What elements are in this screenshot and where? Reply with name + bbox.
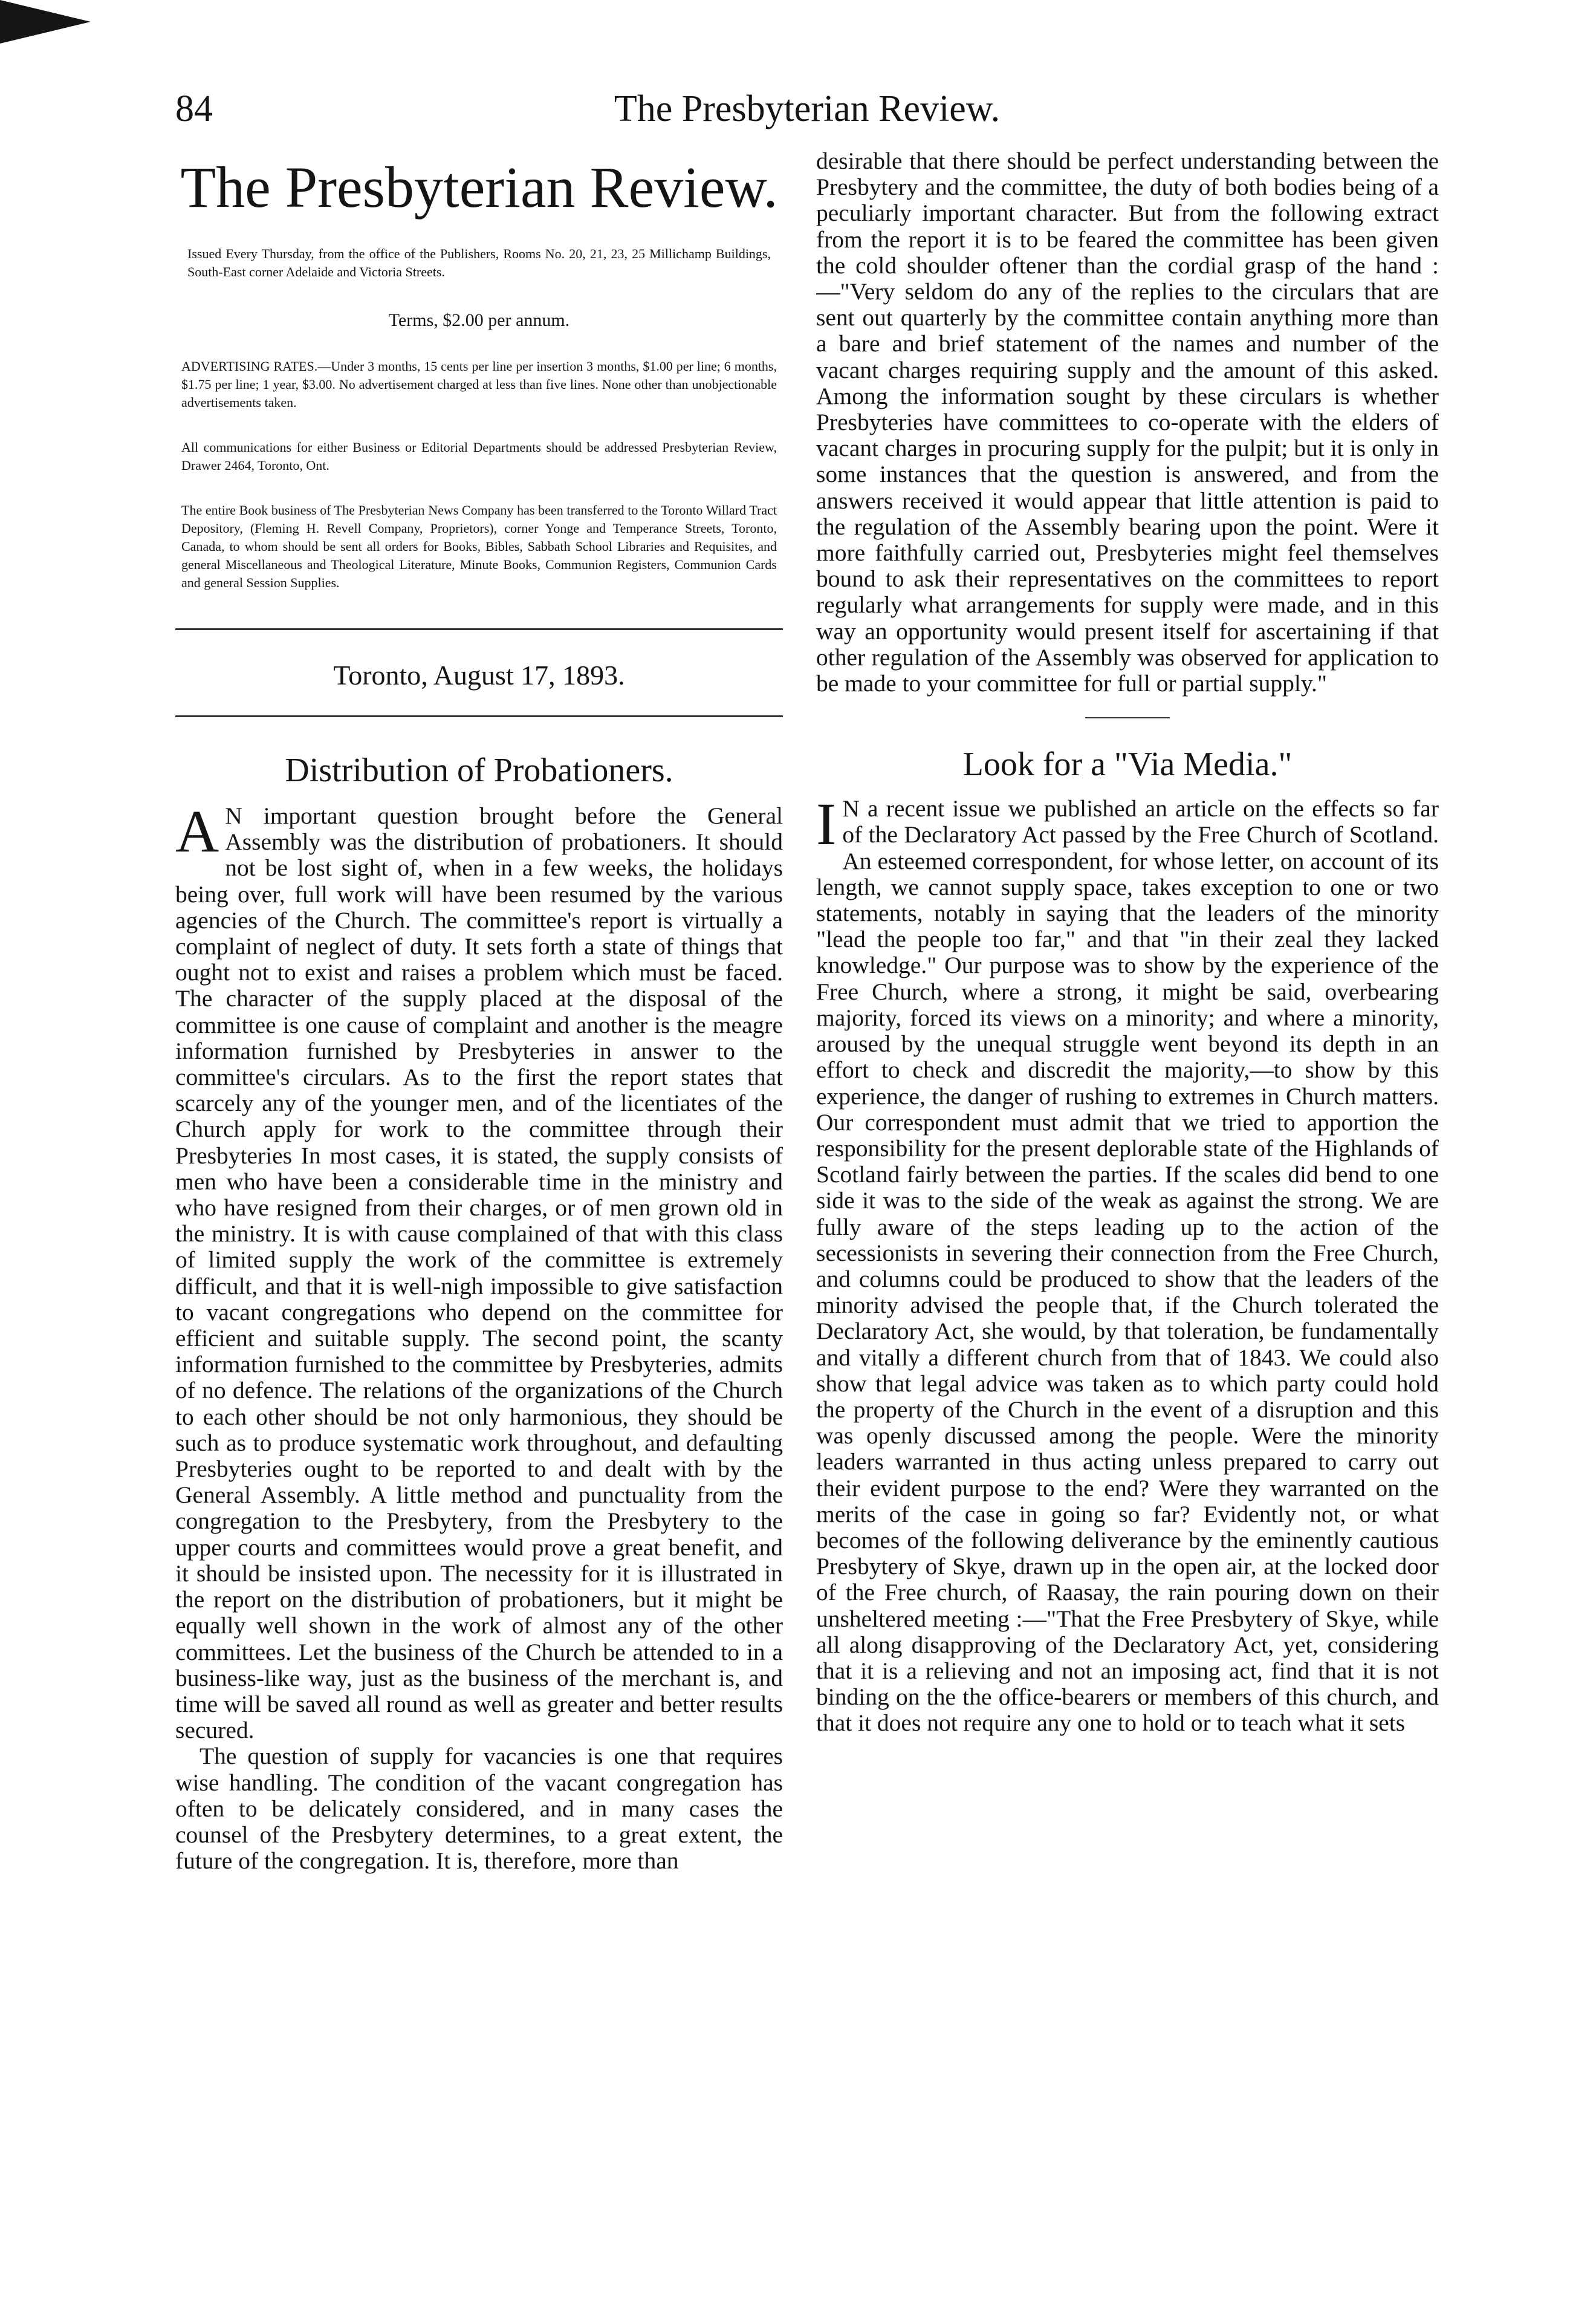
paragraph: The question of supply for vacancies is one that requires wise handling. The condition of the vacant congregation has often to be delicately considered, and in many cases the counsel of the Presbytery determines, to a great extent, the future of the congregation. It is, therefore, more than	[175, 1743, 783, 1875]
page-number: 84	[175, 88, 213, 129]
dateline: Toronto, August 17, 1893.	[333, 660, 625, 691]
masthead-divider	[175, 628, 783, 630]
advertising-rates: ADVERTISING RATES.—Under 3 months, 15 cents per line per insertion 3 months, $1.00 per line; 6 months, $1.75 per line; 1 year, $3.00. No advertisement charged at less than five lines. None other than unobjectionable advertisements taken.	[181, 359, 777, 410]
article-heading-via-media: Look for a "Via Media."	[962, 746, 1293, 784]
article-body-probationers	[175, 798, 783, 1875]
masthead-title: The Presbyterian Review.	[180, 155, 778, 220]
section-separator	[1085, 717, 1170, 718]
book-business-notice: The entire Book business of The Presbyterian News Company has been transferred to the Toronto Willard Tract Depository, (Fleming H. Revell Company, Proprietors), corner Yonge and Temperance Streets, Toronto, Canada, to whom should be sent all orders for Books, Bibles, Sabbath School Libraries and Requisites, and general Miscellaneous and Theological Literature, Minute Books, Communion Registers, Communion Cards and general Session Supplies.	[181, 503, 777, 590]
left-column	[175, 148, 783, 2246]
article-heading-probationers: Distribution of Probationers.	[285, 752, 673, 789]
terms-line: Terms, $2.00 per annum.	[388, 310, 570, 330]
paragraph: desirable that there should be perfect understanding between the Presbytery and the committee, the duty of both bodies being of a peculiarly important character. But from the following extract from the report it is to be feared the committee has been given the cold shoulder oftener than the cordial grasp of the hand :—"Very seldom do any of the replies to the circulars that are sent out quarterly by the committee contain anything more than a bare and brief statement of the names and number of the vacant charges requiring supply and the amount of this asked. Among the information sought by these circulars is whether Presbyteries have committees to co-operate with the elders of vacant charges in procuring supply for the pulpit; but it is only in some instances that the question is answered, and from the answers received it would appear that little attention is paid to the regulation of the Assembly bearing upon the point. Were it more faithfully carried out, Presbyteries might feel themselves bound to ask their representatives on the committees to report regularly what arrangements for supply were made, and in this way an opportunity would present itself for ascertaining if that other regulation of the Assembly was observed for application to be made to your committee for full or partial supply."	[816, 148, 1439, 697]
issue-line: Issued Every Thursday, from the office of the Publishers, Rooms No. 20, 21, 23, 25 Millichamp Buildings, South-East corner Adelaide and Victoria Streets.	[187, 246, 771, 279]
paragraph: N important question brought before the General Assembly was the distribution of probationers. It should not be lost sight of, when in a few weeks, the holidays being over, full work will have been resumed by the various agencies of the Church. The committee's report is virtually a complaint of neglect of duty. It sets forth a state of things that ought not to exist and raises a problem which must be faced. The character of the supply placed at the disposal of the committee is one cause of complaint and another is the meagre information furnished by Presbyteries in answer to the committee's circulars. As to the first the report states that scarcely any of the younger men, and of the licentiates of the Church apply for work to the committee through their Presbyteries In most cases, it is stated, the supply consists of men who have been a considerable time in the ministry and who have resigned from their charges, or of men grown old in the ministry. It is with cause complained of that with this class of limited supply the work of the committee is extremely difficult, and that it is well-nigh impossible to give satisfaction to vacant congregations who depend on the committee for efficient and suitable supply. The second point, the scanty information furnished to the committee by Presbyteries, admits of no defence. The relations of the organizations of the Church to each other should be not only harmonious, they should be such as to produce systematic work throughout, and defaulting Presbyteries ought to be reported to and dealt with by the General Assembly. A little method and punctuality from the congregation to the Presbytery, from the Presbytery to the upper courts and committees would prove a great benefit, and it should be insisted upon. The necessity for it is illustrated in the report on the distribution of probationers, but it might be equally well shown in the work of almost any of the other committees. Let the business of the Church be attended to in a business-like way, just as the business of the merchant is, and time will be saved all round as well as greater and better results secured.	[175, 802, 783, 1744]
paragraph: N a recent issue we published an article on the effects so far of the Declaratory Act passed by the Free Church of Scotland. An esteemed correspondent, for whose letter, on account of its length, we cannot supply space, takes exception to one or two statements, notably in saying that the leaders of the minority "lead the people too far," and that "in their zeal they lacked knowledge." Our purpose was to show by the experience of the Free Church, where a strong, it might be said, overbearing majority, forced its views on a minority; and where a minority, aroused by the unequal struggle went beyond its depth in an effort to check and discredit the majority,—to show by this experience, the danger of rushing to extremes in Church matters. Our correspondent must admit that we tried to apportion the responsibility for the present deplorable state of the Highlands of Scotland fairly between the parties. If the scales did bend to one side it was to the side of the weak as against the strong. We are fully aware of the steps leading up to the action of the secessionists in severing their connection from the Free Church, and columns could be produced to show that the leaders of the minority advised the people that, if the Church tolerated the Declaratory Act, she would, by that toleration, be fundamentally and vitally a different church from that of 1843. We could also show that legal advice was taken as to which party could hold the property of the Church in the event of a disruption and this was openly discussed among the people. Were the minority leaders warranted in thus acting unless prepared to carry out their evident purpose to the end? Were they warranted on the merits of the case in going so far? Evidently not, or what becomes of the following deliverance by the eminently cautious Presbytery of Skye, drawn up in the open air, at the locked door of the Free church, of Raasay, the rain pouring down on their unsheltered meeting :—"That the Free Presbytery of Skye, while all along disapproving of the Declaratory Act, yet, considering that it is a relieving and not an imposing act, find that it is not binding on the the office-bearers or members of this church, and that it does not require any one to hold or to teach what it sets	[816, 795, 1439, 1737]
running-header	[175, 88, 1439, 136]
article-body-via-media	[816, 790, 1439, 1737]
drop-cap-i: I	[816, 790, 837, 858]
right-column	[816, 148, 1439, 2246]
communications-notice: All communications for either Business or Editorial Departments should be addressed Presbyterian Review, Drawer 2464, Toronto, Ont.	[181, 440, 777, 473]
corner-mark	[0, 0, 91, 44]
running-title: The Presbyterian Review.	[614, 88, 1001, 129]
dateline-divider	[175, 715, 783, 717]
drop-cap-a: A	[175, 798, 219, 865]
